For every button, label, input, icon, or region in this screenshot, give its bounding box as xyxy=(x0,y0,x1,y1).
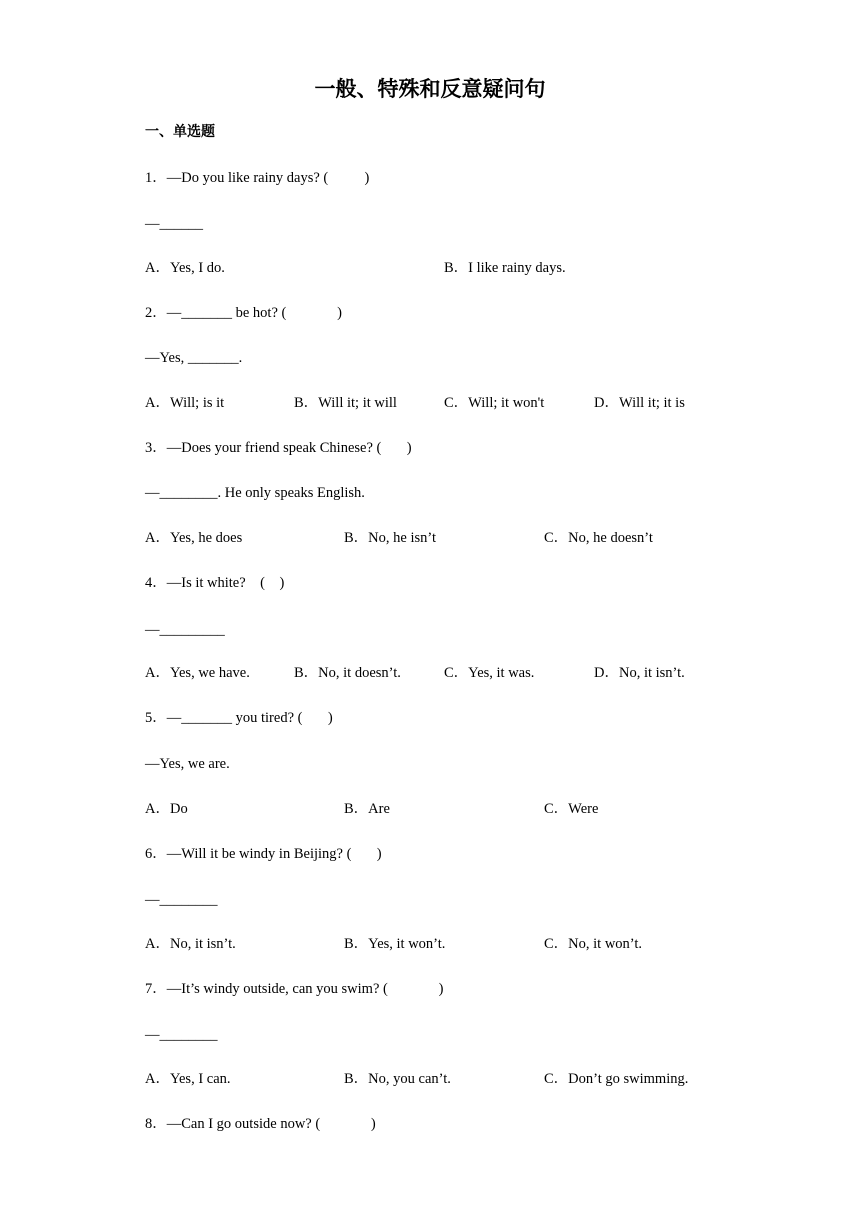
option-d: D．No, it isn’t. xyxy=(594,665,685,681)
option-a: A．Yes, we have. xyxy=(145,665,250,681)
answer-blank: —_________ xyxy=(145,622,225,638)
option-c: C．Don’t go swimming. xyxy=(544,1071,689,1087)
option-a: A．Do xyxy=(145,801,188,817)
question-text: 5．—_______ you tired? ( ) xyxy=(145,710,333,726)
option-b: B．No, he isn’t xyxy=(344,530,436,546)
page-title: 一般、特殊和反意疑问句 xyxy=(314,77,546,101)
option-a: A．Yes, he does xyxy=(145,530,243,546)
option-c: C．Were xyxy=(544,801,599,817)
answer-blank: —________ xyxy=(145,892,218,908)
option-a: A．Yes, I do. xyxy=(145,260,225,276)
option-c: C．No, it won’t. xyxy=(544,936,643,952)
question-text: 3．—Does your friend speak Chinese? ( ) xyxy=(145,440,412,456)
answer-blank: —Yes, _______. xyxy=(145,350,243,366)
question-text: 6．—Will it be windy in Beijing? ( ) xyxy=(145,846,382,862)
section-heading: 一、单选题 xyxy=(145,124,215,140)
answer-blank: —Yes, we are. xyxy=(145,756,230,772)
answer-blank: —______ xyxy=(145,216,203,232)
option-b: B．Are xyxy=(344,801,390,817)
option-c: C．No, he doesn’t xyxy=(544,530,653,546)
option-b: B．No, you can’t. xyxy=(344,1071,451,1087)
option-d: D．Will it; it is xyxy=(594,395,685,411)
option-b: B．I like rainy days. xyxy=(444,260,566,276)
answer-blank: —________ xyxy=(145,1027,218,1043)
option-c: C．Yes, it was. xyxy=(444,665,535,681)
question-text: 8．—Can I go outside now? ( ) xyxy=(145,1116,376,1132)
option-b: B．Yes, it won’t. xyxy=(344,936,446,952)
question-text: 1．—Do you like rainy days? ( ) xyxy=(145,170,370,186)
option-b: B．Will it; it will xyxy=(294,395,397,411)
question-text: 4．—Is it white? ( ) xyxy=(145,575,285,591)
question-text: 7．—It’s windy outside, can you swim? ( ) xyxy=(145,981,444,997)
option-a: A．No, it isn’t. xyxy=(145,936,236,952)
option-c: C．Will; it won't xyxy=(444,395,545,411)
answer-blank: —________. He only speaks English. xyxy=(145,485,365,501)
option-a: A．Yes, I can. xyxy=(145,1071,231,1087)
option-a: A．Will; is it xyxy=(145,395,225,411)
option-b: B．No, it doesn’t. xyxy=(294,665,401,681)
question-text: 2．—_______ be hot? ( ) xyxy=(145,305,342,321)
